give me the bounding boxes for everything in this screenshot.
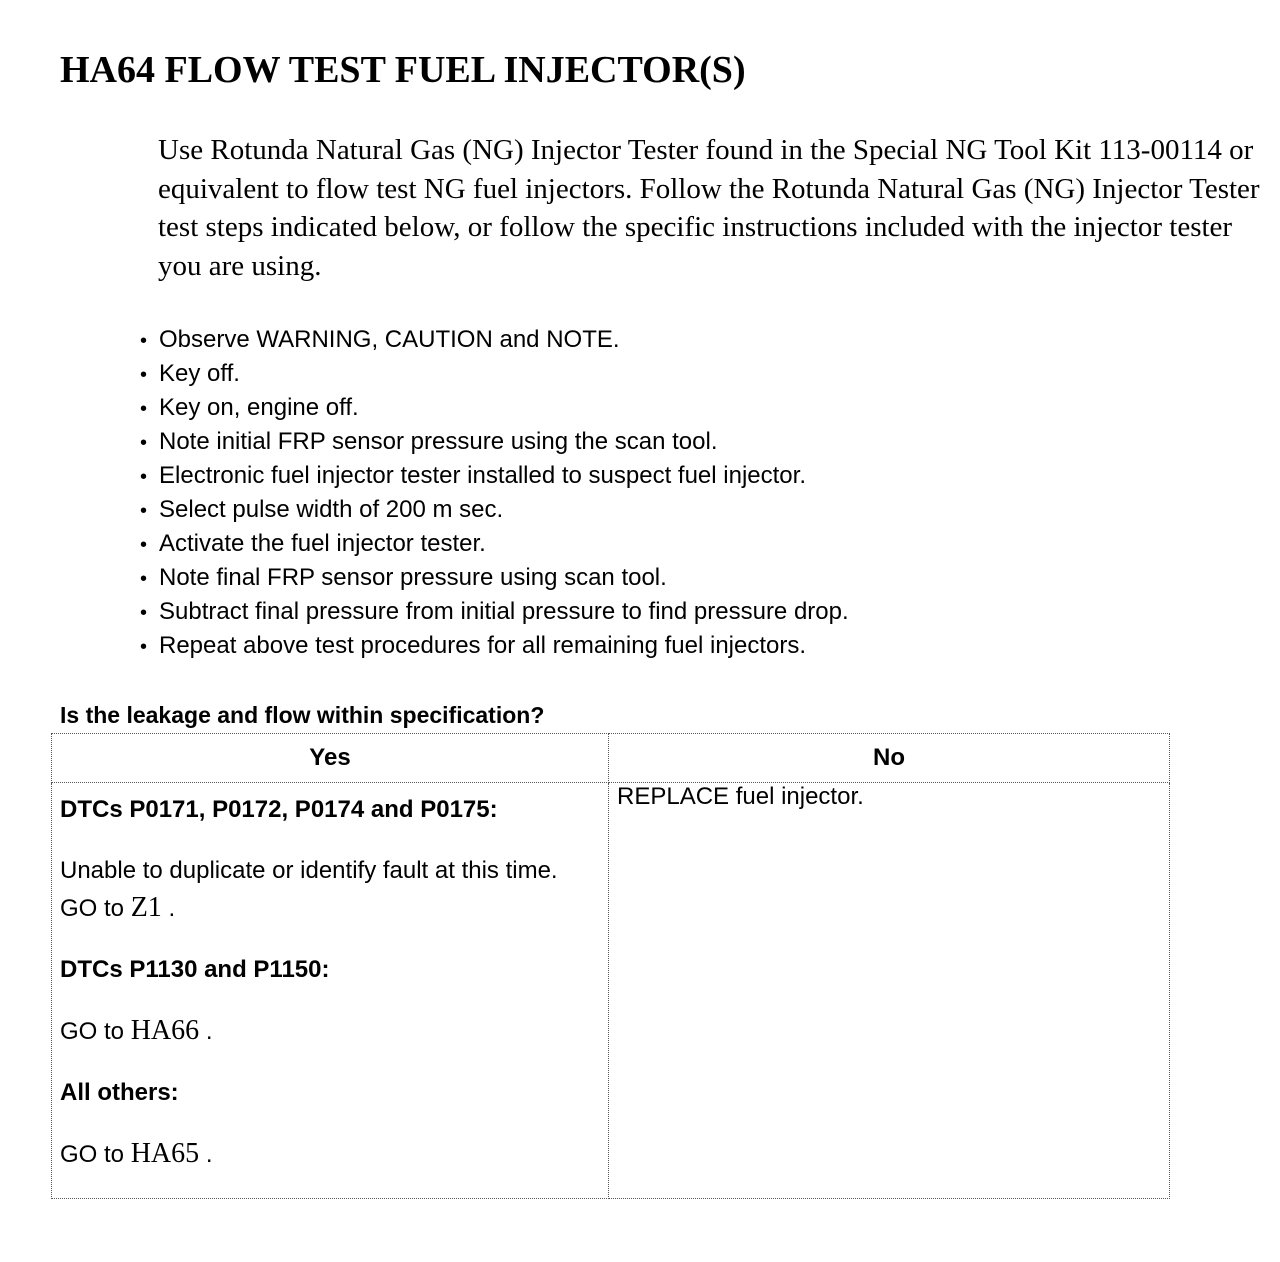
yes-action-text: Unable to duplicate or identify fault at this time. GO to Z1 . (60, 857, 558, 923)
dtc-group-heading: All others: (60, 1079, 179, 1106)
decision-question: Is the leakage and flow within specification? (60, 702, 545, 728)
bullet-icon: • (140, 466, 148, 488)
bullet-icon: • (140, 398, 148, 420)
step-text: Activate the fuel injector tester. (159, 530, 486, 557)
yes-action-text: GO to HA65 . (60, 1138, 213, 1169)
bullet-icon: • (140, 432, 148, 454)
step-text: Note final FRP sensor pressure using scan tool. (159, 564, 667, 591)
step-text: Subtract final pressure from initial pressure to find pressure drop. (159, 598, 849, 625)
step-text: Electronic fuel injector tester installed to suspect fuel injector. (159, 462, 806, 489)
no-action-text: REPLACE fuel injector. (617, 783, 864, 810)
list-item (140, 595, 849, 629)
list-item (140, 561, 849, 595)
no-cell (609, 783, 1170, 1199)
bullet-icon: • (140, 568, 148, 590)
step-text: Observe WARNING, CAUTION and NOTE. (159, 326, 620, 353)
dtc-group-heading: DTCs P0171, P0172, P0174 and P0175: (60, 796, 498, 823)
list-item (140, 425, 849, 459)
dtc-group-heading: DTCs P1130 and P1150: (60, 956, 330, 983)
bullet-icon: • (140, 330, 148, 352)
link-z1[interactable]: Z1 (130, 892, 162, 923)
list-item (140, 527, 849, 561)
test-steps-list (140, 323, 849, 663)
step-text: Key off. (159, 360, 240, 387)
step-text: Note initial FRP sensor pressure using the scan tool. (159, 428, 718, 455)
list-item (140, 357, 849, 391)
bullet-icon: • (140, 534, 148, 556)
no-column-header: No (609, 734, 1170, 783)
list-item (140, 323, 849, 357)
yes-action-text: GO to HA66 . (60, 1015, 213, 1046)
bullet-icon: • (140, 602, 148, 624)
bullet-icon: • (140, 364, 148, 386)
step-text: Repeat above test procedures for all remaining fuel injectors. (159, 632, 807, 659)
table-row (52, 783, 1170, 1199)
intro-paragraph: Use Rotunda Natural Gas (NG) Injector Tester found in the Special NG Tool Kit 113-00114 or equivalent to flow test NG fuel injectors. Follow the Rotunda Natural Gas (NG) Injector Tester test steps indicated below, or follow the specific instructions included with the injector tester you are using. (158, 134, 1260, 282)
list-item (140, 459, 849, 493)
bullet-icon: • (140, 636, 148, 658)
list-item (140, 493, 849, 527)
step-text: Key on, engine off. (159, 394, 359, 421)
step-text: Select pulse width of 200 m sec. (159, 496, 504, 523)
link-ha65[interactable]: HA65 (130, 1138, 200, 1169)
list-item (140, 391, 849, 425)
table-header-row (52, 734, 1170, 783)
decision-table (51, 733, 1170, 1199)
list-item (140, 629, 849, 663)
page-title: HA64 FLOW TEST FUEL INJECTOR(S) (60, 49, 746, 91)
yes-cell (52, 783, 609, 1199)
bullet-icon: • (140, 500, 148, 522)
link-ha66[interactable]: HA66 (130, 1015, 200, 1046)
yes-column-header: Yes (52, 734, 609, 783)
